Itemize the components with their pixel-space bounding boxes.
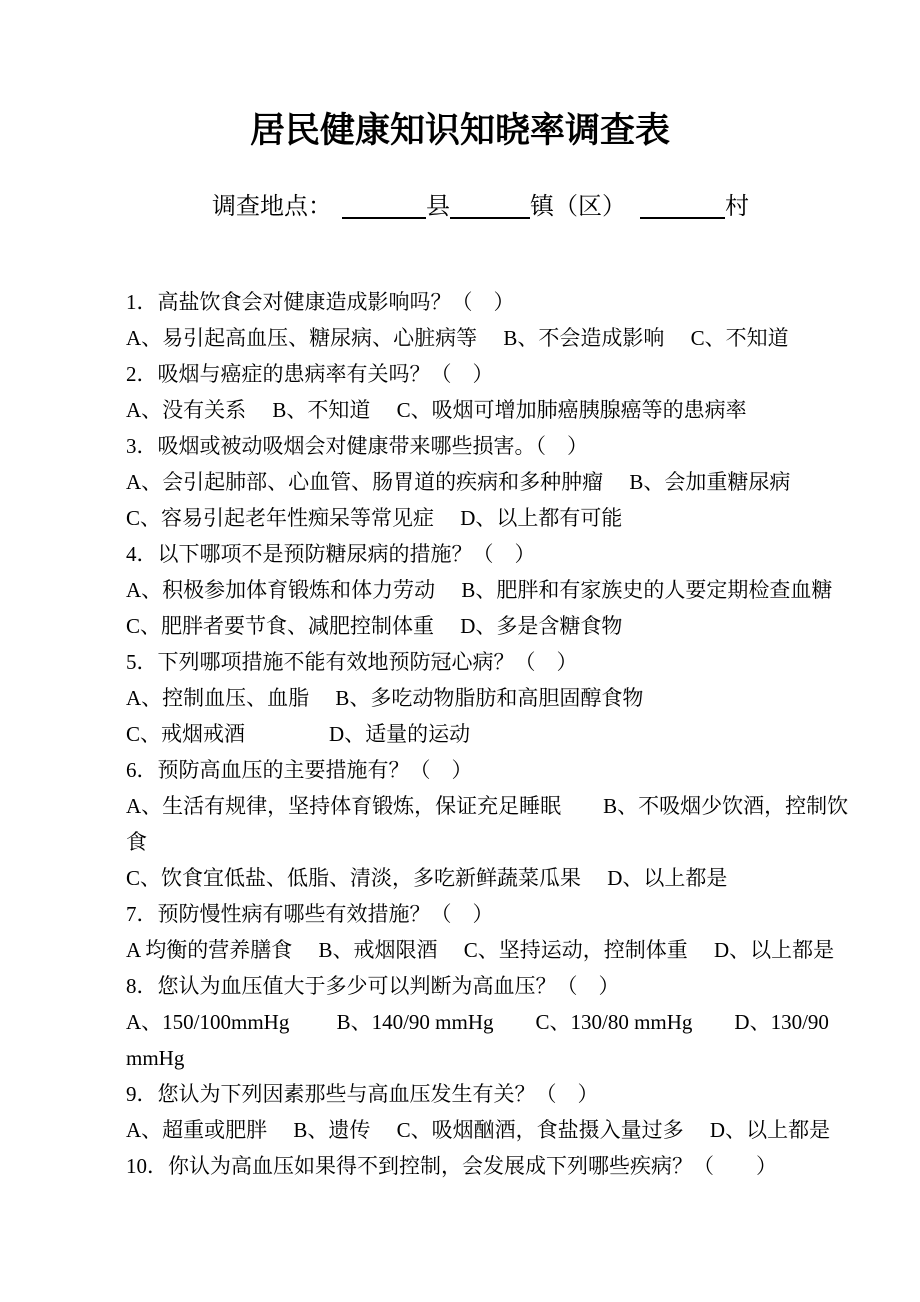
question-3: 3．吸烟或被动吸烟会对健康带来哪些损害。（ ） xyxy=(126,434,588,458)
question-1: 1．高盐饮食会对健康造成影响吗？（ ） xyxy=(126,290,515,314)
survey-body xyxy=(126,284,849,1184)
question-6-options-ab: A、生活有规律，坚持体育锻炼，保证充足睡眠 B、不吸烟少饮酒，控制饮 xyxy=(126,794,849,818)
question-5: 5．下列哪项措施不能有效地预防冠心病？（ ） xyxy=(126,650,578,674)
question-1-options: A、易引起高血压、糖尿病、心脏病等 B、不会造成影响 C、不知道 xyxy=(126,326,789,350)
question-3-options-ab: A、会引起肺部、心血管、肠胃道的疾病和多种肿瘤 B、会加重糖尿病 xyxy=(126,470,791,494)
location-county-suffix: 县 xyxy=(426,194,450,220)
survey-location-line xyxy=(212,192,749,222)
question-10: 10．你认为高血压如果得不到控制，会发展成下列哪些疾病？（ ） xyxy=(126,1154,777,1178)
location-blank-county xyxy=(342,216,426,219)
question-5-options-ab: A、控制血压、血脂 B、多吃动物脂肪和高胆固醇食物 xyxy=(126,686,644,710)
document-title: 居民健康知识知晓率调查表 xyxy=(249,111,670,150)
question-9-options: A、超重或肥胖 B、遗传 C、吸烟酗酒，食盐摄入量过多 D、以上都是 xyxy=(126,1118,831,1142)
location-town-suffix: 镇（区） xyxy=(530,194,626,220)
question-6-options-cd: C、饮食宜低盐、低脂、清淡，多吃新鲜蔬菜瓜果 D、以上都是 xyxy=(126,866,728,890)
question-4: 4．以下哪项不是预防糖尿病的措施？（ ） xyxy=(126,542,536,566)
question-4-options-ab: A、积极参加体育锻炼和体力劳动 B、肥胖和有家族史的人要定期检查血糖 xyxy=(126,578,833,602)
question-3-options-cd: C、容易引起老年性痴呆等常见症 D、以上都有可能 xyxy=(126,506,623,530)
question-2: 2．吸烟与癌症的患病率有关吗？（ ） xyxy=(126,362,494,386)
question-7-options: A 均衡的营养膳食 B、戒烟限酒 C、坚持运动，控制体重 D、以上都是 xyxy=(126,938,835,962)
question-8-options: A、150/100mmHg B、140/90 mmHg C、130/80 mmHg D、130/90 xyxy=(126,1010,829,1034)
question-8-options-continuation: mmHg xyxy=(126,1046,185,1070)
question-5-options-cd: C、戒烟戒酒 D、适量的运动 xyxy=(126,722,471,746)
location-village-suffix: 村 xyxy=(725,194,749,220)
question-6: 6．预防高血压的主要措施有？（ ） xyxy=(126,758,473,782)
question-7: 7．预防慢性病有哪些有效措施？（ ） xyxy=(126,902,494,926)
question-4-options-cd: C、肥胖者要节食、减肥控制体重 D、多是含糖食物 xyxy=(126,614,623,638)
location-blank-town xyxy=(450,216,530,219)
question-9: 9．您认为下列因素那些与高血压发生有关？（ ） xyxy=(126,1082,599,1106)
location-blank-village xyxy=(640,216,725,219)
question-8: 8．您认为血压值大于多少可以判断为高血压？（ ） xyxy=(126,974,620,998)
question-6-option-b-continuation: 食 xyxy=(126,830,147,854)
question-2-options: A、没有关系 B、不知道 C、吸烟可增加肺癌胰腺癌等的患病率 xyxy=(126,398,747,422)
location-label: 调查地点： xyxy=(212,194,332,220)
